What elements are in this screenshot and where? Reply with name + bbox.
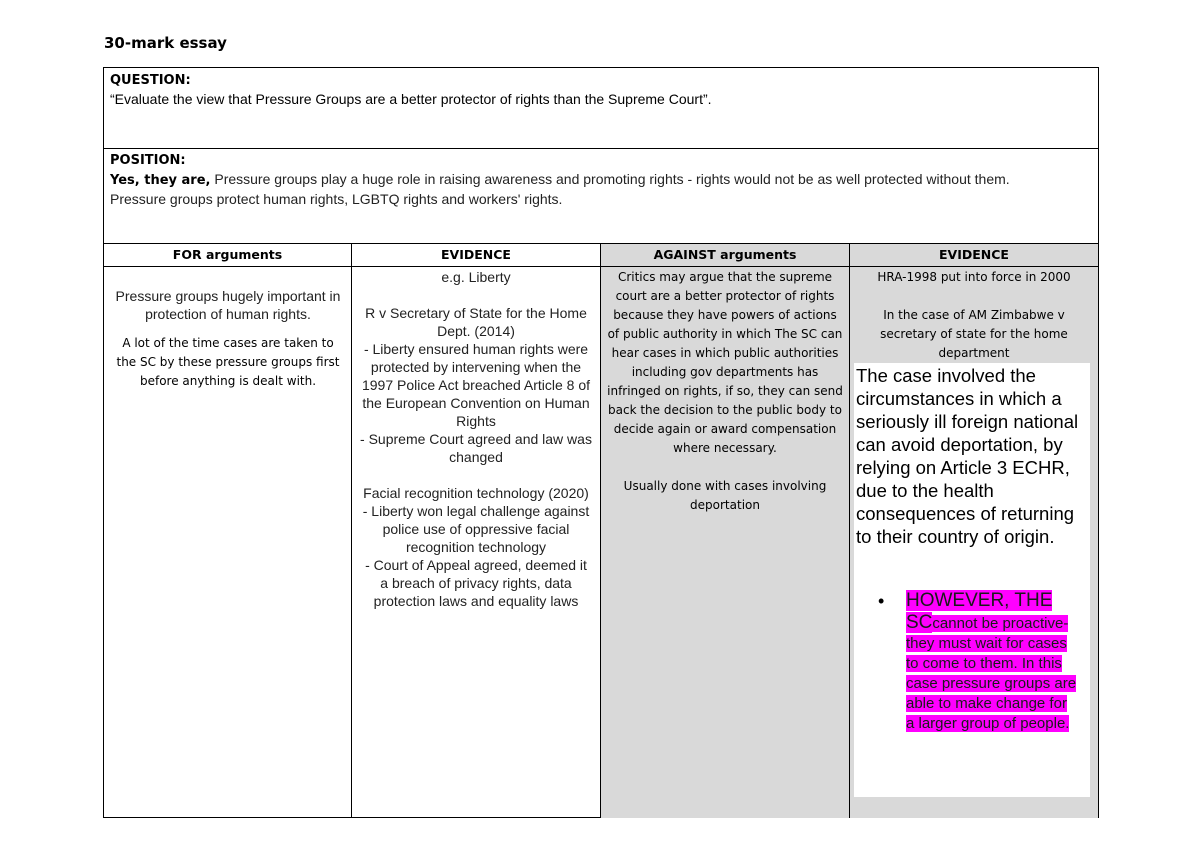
evidence2-line-1: HRA-1998 put into force in 2000 [877, 270, 1071, 284]
evidence-column [360, 268, 592, 610]
evidence-example: e.g. Liberty [441, 269, 511, 285]
against-point-1: Critics may argue that the supreme court are a better protector of rights because they have powers of actions of public authority in which The SC can hear cases in which public authorities including gov departments has infringed on rights, if so, they can send back the decision to the public body to decide again or award compensation where necessary. [607, 270, 843, 455]
evidence-case2-title: Facial recognition technology (2020) [363, 485, 589, 501]
position-label: POSITION: [110, 153, 186, 168]
case-description: The case involved the circumstances in which a seriously ill foreign national can avoid deportation, by relying on Article 3 ECHR, due to the health consequences of returning to their country of origin. [856, 365, 1079, 547]
evidence-case-title: R v Secretary of State for the Home Dept. (2014) [365, 305, 587, 339]
position-cell [110, 152, 1070, 208]
for-column [112, 287, 344, 391]
position-lead: Yes, they are, [110, 173, 211, 188]
divider [104, 148, 1098, 149]
for-point-1: Pressure groups hugely important in protection of human rights. [115, 288, 341, 322]
against-point-2: Usually done with cases involving deportation [623, 479, 827, 512]
divider [849, 243, 850, 818]
header-for: FOR arguments [172, 247, 283, 262]
against-column [607, 268, 843, 515]
divider [351, 243, 352, 818]
evidence2-line-2: In the case of AM Zimbabwe v secretary of state for the home department [880, 308, 1068, 360]
evidence-case2-detail-2: - Court of Appeal agreed, deemed it a breach of privacy rights, data protection laws and equality laws [365, 557, 587, 609]
position-text-2: Pressure groups protect human rights, LGBTQ rights and workers' rights. [110, 191, 563, 207]
page-title: 30-mark essay [104, 34, 227, 52]
evidence2-column [854, 268, 1094, 363]
divider [104, 266, 1098, 267]
position-text-1: Pressure groups play a huge role in raising awareness and promoting rights - rights would not be as well protected without them. [210, 171, 1010, 187]
question-label: QUESTION: [110, 73, 191, 88]
evidence-case-detail-2: - Supreme Court agreed and law was changed [360, 431, 592, 465]
evidence-case2-detail-1: - Liberty won legal challenge against police use of oppressive facial recognition technology [362, 503, 590, 555]
highlighted-heading: HOWEVER, THE SC [906, 590, 1053, 633]
evidence-case-detail-1: - Liberty ensured human rights were protected by intervening when the 1997 Police Act breached Article 8 of the European Convention on Human Rights [361, 341, 591, 429]
position-text [110, 170, 1070, 190]
header-evidence-1: EVIDENCE [441, 247, 511, 262]
highlighted-text: cannot be proactive- they must wait for cases to come to them. In this case pressure groups are able to make change for a larger group of people. [906, 615, 1077, 732]
header-evidence-2: EVIDENCE [939, 247, 1009, 262]
header-against: AGAINST arguments [653, 247, 797, 262]
divider [600, 243, 601, 818]
question-cell [110, 71, 1090, 109]
question-text: “Evaluate the view that Pressure Groups are a better protector of rights than the Supreme Court”. [110, 91, 712, 107]
bullet-dot-icon: • [878, 591, 885, 611]
bullet-text [906, 590, 1078, 734]
for-point-2: A lot of the time cases are taken to the SC by these pressure groups first before anything is dealt with. [116, 336, 340, 388]
